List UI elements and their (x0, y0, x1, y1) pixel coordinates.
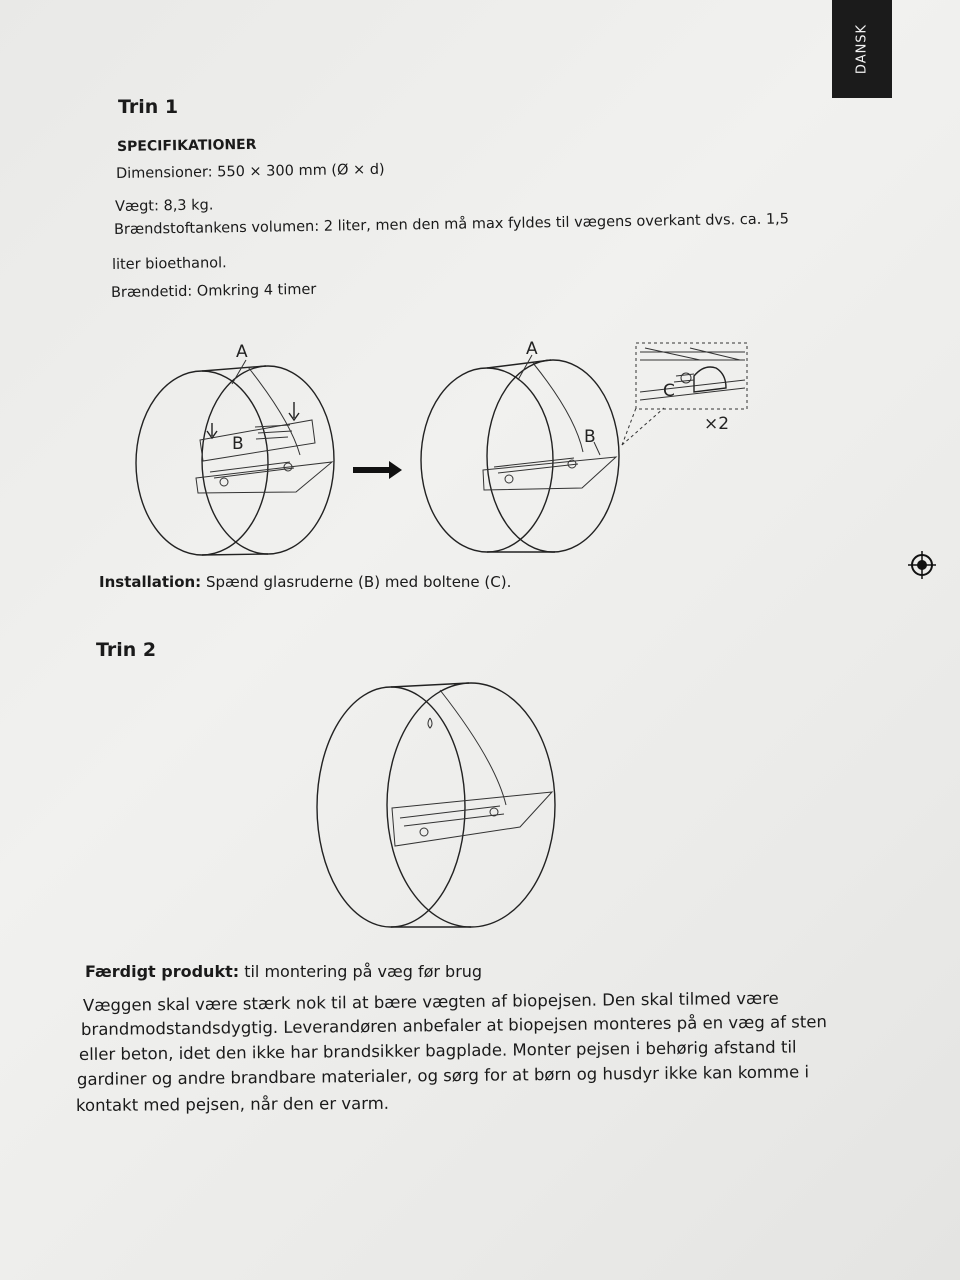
step1-heading: Trin 1 (118, 96, 179, 118)
safety-line-3: eller beton, idet den ikke har brandsikker bagplade. Monter pejsen i behørig afstand til (78, 1037, 797, 1064)
installation-caption (99, 573, 511, 591)
language-tab-label: DANSK (854, 23, 870, 75)
finished-product-caption (85, 962, 482, 981)
spec-title: SPECIFIKATIONER (116, 136, 257, 155)
registration-mark-icon (908, 551, 936, 579)
finished-product-label: Færdigt produkt: (85, 962, 240, 981)
quantity-label: ×2 (704, 414, 730, 434)
label-c: C (663, 381, 675, 401)
spec-tank-line2: liter bioethanol. (111, 255, 227, 273)
language-tab (832, 0, 892, 98)
spec-dimensions: Dimensioner: 550 × 300 mm (Ø × d) (115, 161, 385, 182)
bolt-detail-inset (636, 343, 747, 434)
label-a-left: A (236, 342, 248, 362)
label-a-right: A (526, 339, 538, 359)
safety-line-2: brandmodstandsdygtig. Leverandøren anbefaler at biopejsen monteres på en væg af sten (80, 1012, 827, 1039)
step-arrow-icon (353, 461, 402, 479)
label-b-left: B (232, 434, 244, 454)
installation-text: Spænd glasruderne (B) med boltene (C). (201, 573, 512, 591)
spec-burn-time: Brændetid: Omkring 4 timer (110, 281, 317, 301)
safety-line-1: Væggen skal være stærk nok til at bære vægten af biopejsen. Den skal tilmed være (82, 988, 779, 1015)
fireplace-after-figure (421, 339, 664, 552)
step2-heading: Trin 2 (96, 639, 157, 661)
spec-tank-line1: Brændstoftankens volumen: 2 liter, men den må max fyldes til vægens overkant dvs. ca. 1,5 (113, 211, 790, 238)
installation-label: Installation: (99, 573, 202, 591)
spec-weight: Vægt: 8,3 kg. (114, 197, 214, 215)
fireplace-before-figure (136, 342, 334, 555)
safety-line-5: kontakt med pejsen, når den er varm. (75, 1093, 390, 1115)
label-b-right: B (584, 427, 596, 447)
safety-line-4: gardiner og andre brandbare materialer, og sørg for at børn og husdyr ikke kan komme i (76, 1062, 810, 1089)
finished-product-text: til montering på væg før brug (239, 962, 483, 981)
